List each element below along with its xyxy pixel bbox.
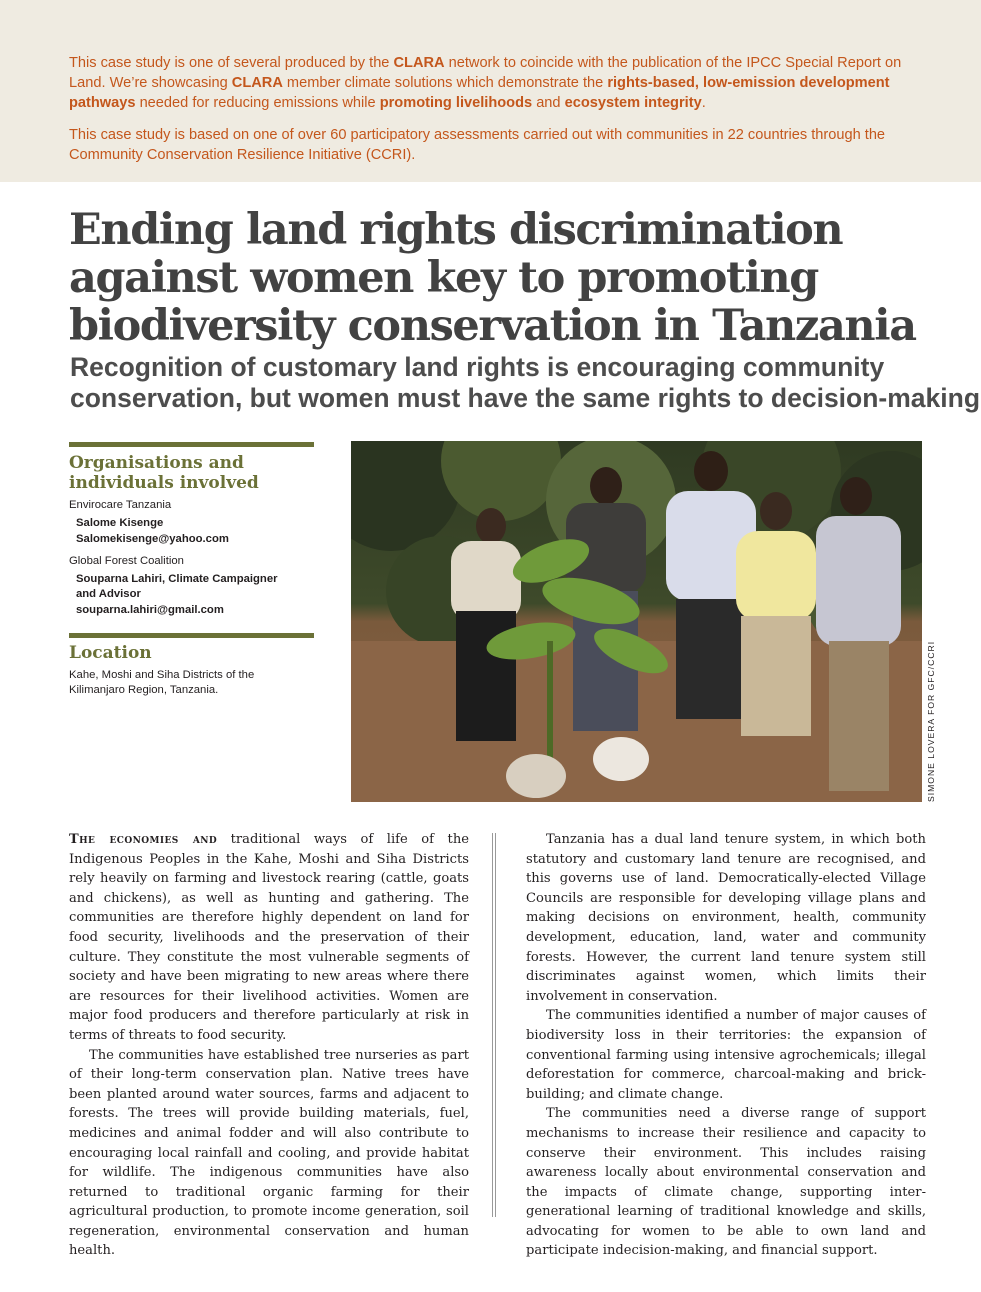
section-rule [69,442,314,447]
intro-text: This case study is one of several produced by the [69,55,394,71]
contact-email[interactable]: souparna.lahiri@gmail.com [76,604,224,616]
contact-name: Salome Kisenge [76,517,164,529]
body-paragraph: Tanzania has a dual land tenure system, in which both statutory and customary land tenure are recognised, and this governs use of land. Democratically-elected Village Councils are responsible for developing village plans and making decisions on environment, health, community development, education, land, water and community forests. However, the current land tenure system still discriminates against women, which limits their involvement in conservation. [526,832,926,1004]
title-line: against women key to promoting [69,253,818,303]
body-column-left [69,830,469,1261]
intro-banner [0,0,981,182]
intro-paragraph-clara [69,53,939,113]
body-paragraph: The communities identified a number of major causes of biodiversity loss in their territories: the expansion of conventional farming using intensive agrochemicals; illegal deforestation for commerce, charcoal-making and brick-building; and climate change. [526,1008,926,1102]
organisations-heading [69,453,259,493]
intro-text: and [532,95,565,111]
intro-text: . [701,95,706,111]
page-subtitle [70,352,981,414]
photo-credit: SIMONE LOVERA FOR GFC/CCRI [926,640,936,802]
title-line: biodiversity conservation in Tanzania [69,301,916,351]
intro-text: needed for reducing emissions while [135,95,380,111]
page-title [69,206,949,350]
location-text: Kahe, Moshi and Siha Districts of the Kilimanjaro Region, Tanzania. [69,669,255,696]
column-divider [492,833,496,1217]
body-paragraph [69,830,469,1046]
lead-in: The economies and [69,832,218,847]
contact-name: Souparna Lahiri, Climate Campaigner and Advisor [76,573,278,600]
intro-text: network to coincide with the publication of the IPCC Special Report on Land. We’re showcasing [69,55,902,91]
intro-emphasis: promoting livelihoods [379,95,533,111]
intro-emphasis: ecosystem integrity [564,95,702,111]
subtitle-line: Recognition of customary land rights is encouraging community [70,352,885,382]
org-name: Envirocare Tanzania [69,499,172,511]
contact-email[interactable]: Salomekisenge@yahoo.com [76,533,229,545]
paragraph-text: traditional ways of life of the Indigenous Peoples in the Kahe, Moshi and Siha Districts rely heavily on farming and livestock rearing (cattle, goats and chickens), as well as hunting and gathering. The communities are therefore highly dependent on land for food security, livelihoods and the preservation of their culture. They constitute the most vulnerable segments of society and have been migrating to new areas where there are resources for their livelihood activities. Women are major food producers and therefore particularly at risk in terms of threats to food security. [69,832,469,1043]
subtitle-line: conservation, but women must have the same rights to decision-making [70,383,981,413]
location-heading: Location [69,643,152,663]
heading-line: Organisations and [69,453,244,473]
heading-line: individuals involved [69,473,259,493]
body-paragraph: The communities need a diverse range of support mechanisms to increase their resilience and capacity to conserve their environment. This includes raising awareness locally about environmental conservation and the impacts of climate change, supporting inter-generational learning of traditional knowledge and skills, advocating for women to be able to own land and participate indecision-making, and financial support. [526,1106,926,1259]
intro-emphasis: CLARA [231,75,283,91]
community-photo [351,441,922,802]
org-name: Global Forest Coalition [69,555,184,567]
body-paragraph: The communities have established tree nurseries as part of their long-term conservation plan. Native trees have been planted around water sources, farms and adjacent to forests. The trees will provide building materials, fuel, medicines and animal fodder and will also contribute to encouraging local rainfall and cooling, and provide habitat for wildlife. The indigenous communities have also returned to traditional organic farming for their agricultural production, to promote income generation, soil regeneration, environmental conservation and human health. [69,1047,469,1259]
title-line: Ending land rights discrimination [69,205,843,255]
intro-emphasis: rights-based, low-emission development pathways [69,75,890,111]
intro-emphasis: CLARA [393,55,445,71]
intro-text: member climate solutions which demonstrate the [282,75,608,91]
section-rule [69,633,314,638]
body-column-right [526,830,926,1261]
intro-paragraph-ccri: This case study is based on one of over 60 participatory assessments carried out with communities in 22 countries through the Community Conservation Resilience Initiative (CCRI). [69,127,886,163]
